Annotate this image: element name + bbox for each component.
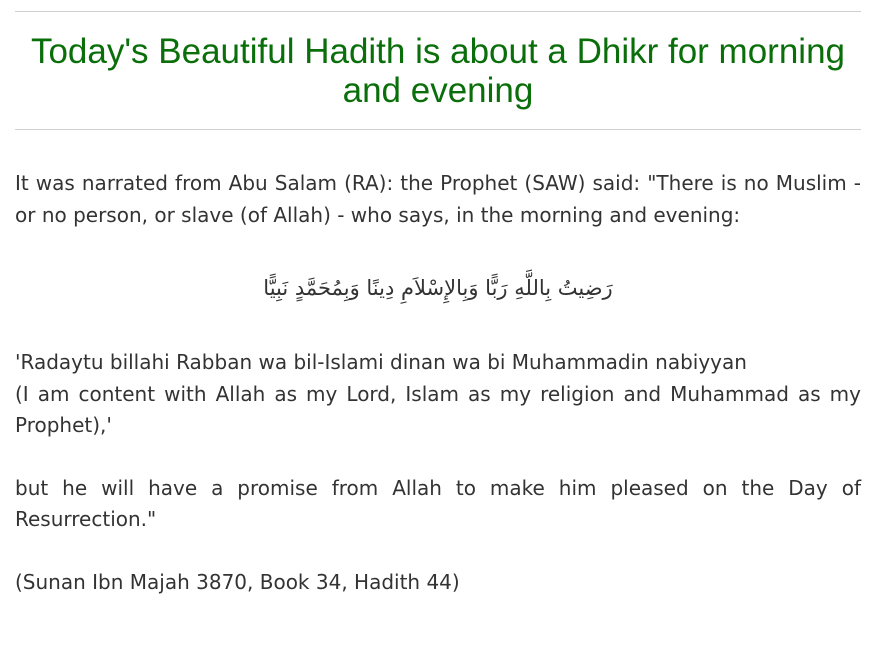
dhikr-transliteration-block <box>15 347 861 442</box>
hadith-intro: It was narrated from Abu Salam (RA): the Prophet (SAW) said: "There is no Muslim - or no person, or slave (of Allah) - who says, in the morning and evening: <box>15 171 861 227</box>
hadith-promise: but he will have a promise from Allah to make him pleased on the Day of Resurrection." <box>15 475 861 531</box>
title-divider <box>15 129 861 130</box>
hadith-reference: (Sunan Ibn Majah 3870, Book 34, Hadith 44) <box>15 569 460 594</box>
article <box>15 0 861 598</box>
page-title: Today's Beautiful Hadith is about a Dhikr for morning and evening <box>30 32 846 110</box>
transliteration: 'Radaytu billahi Rabban wa bil-Islami dinan wa bi Muhammadin nabiyyan <box>15 350 747 374</box>
arabic-dhikr: رَضِيتُ بِاللَّهِ رَبًّا وَبِالإِسْلاَمِ دِينًا وَبِمُحَمَّدٍ نَبِيًّا <box>263 276 613 300</box>
top-divider <box>15 11 861 12</box>
translation: (I am content with Allah as my Lord, Islam as my religion and Muhammad as my Prophet),' <box>15 381 861 437</box>
